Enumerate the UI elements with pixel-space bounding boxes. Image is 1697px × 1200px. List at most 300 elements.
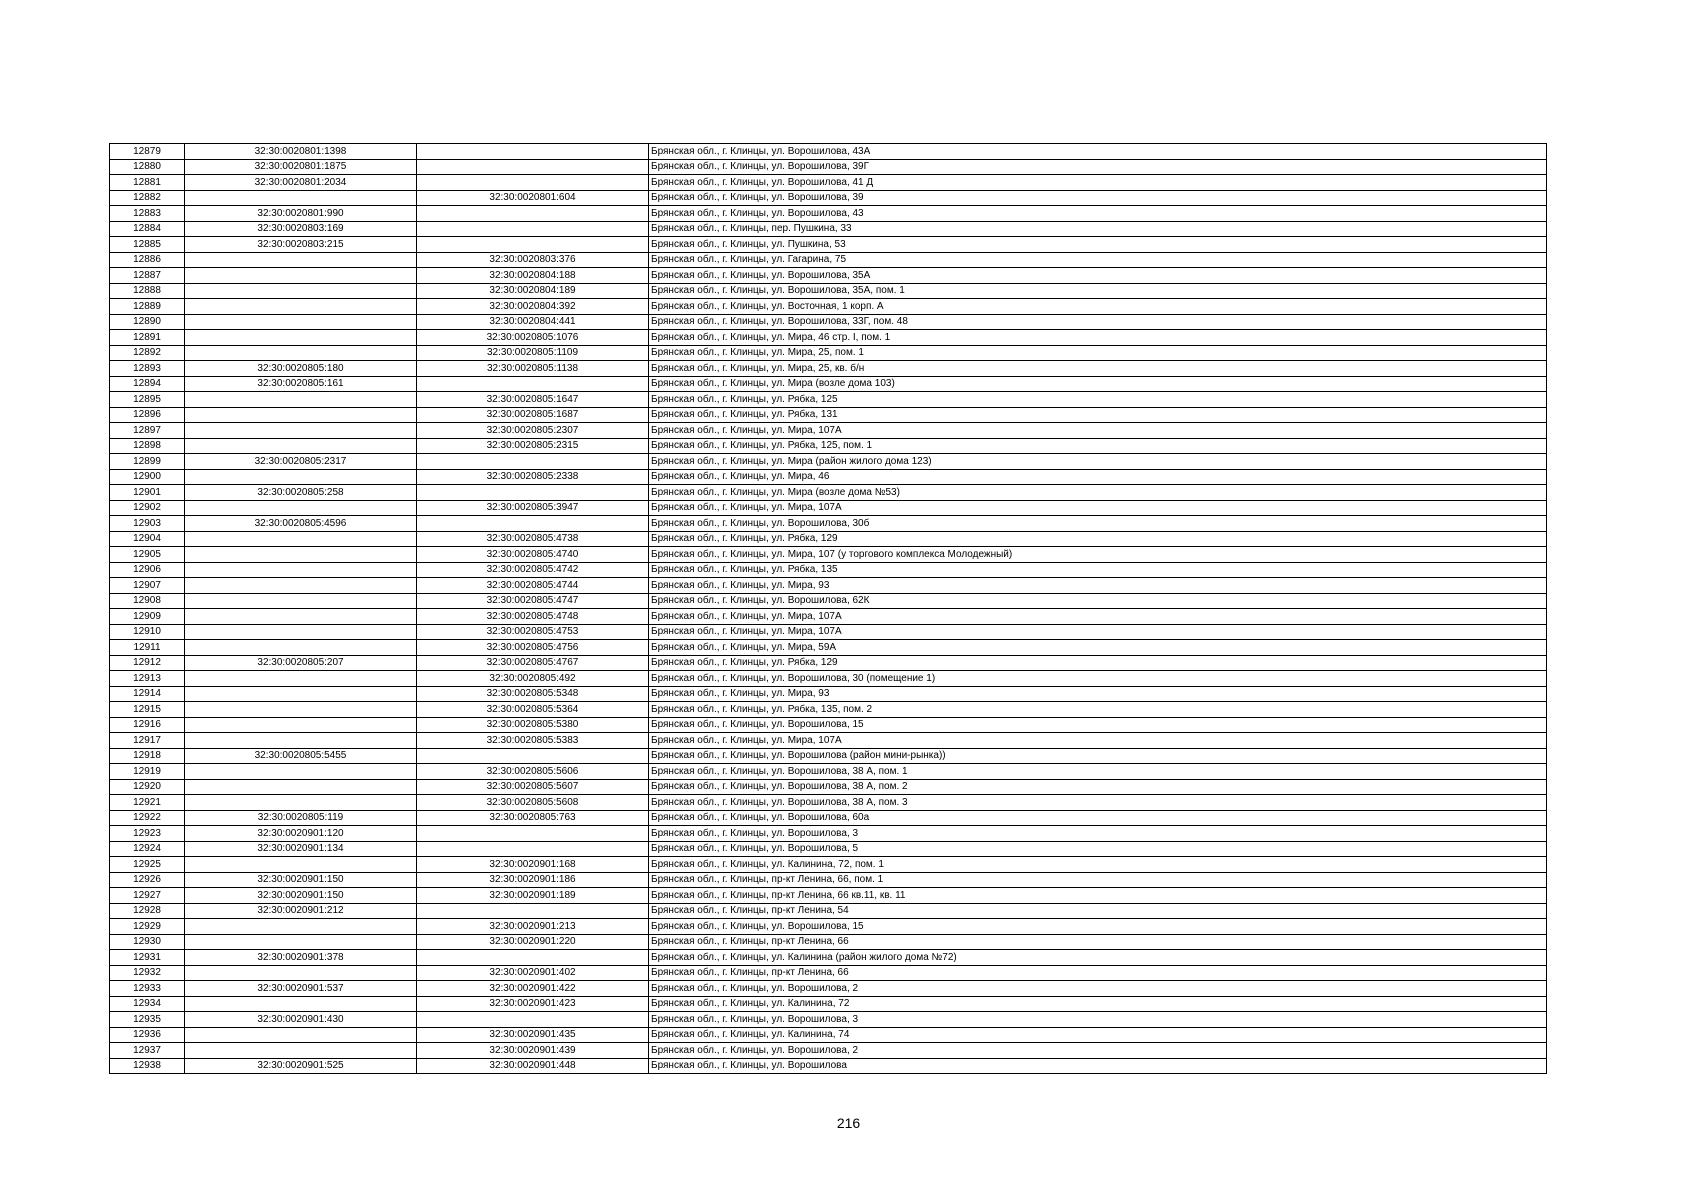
address-cell: Брянская обл., г. Клинцы, ул. Мира, 107А: [649, 624, 1547, 640]
row-number-cell: 12894: [110, 376, 185, 392]
address-cell: Брянская обл., г. Клинцы, ул. Мира, 46: [649, 469, 1547, 485]
table-row: [110, 655, 1547, 671]
land-cadastral-number-cell: [185, 919, 417, 935]
row-number-cell: 12887: [110, 268, 185, 284]
row-number-cell: 12889: [110, 299, 185, 315]
object-cadastral-number-cell: 32:30:0020805:4753: [417, 624, 649, 640]
row-number-cell: 12906: [110, 562, 185, 578]
table-row: [110, 779, 1547, 795]
address-cell: Брянская обл., г. Клинцы, ул. Калинина, 74: [649, 1027, 1547, 1043]
land-cadastral-number-cell: [185, 795, 417, 811]
land-cadastral-number-cell: [185, 733, 417, 749]
table-row: [110, 314, 1547, 330]
row-number-cell: 12890: [110, 314, 185, 330]
object-cadastral-number-cell: [417, 841, 649, 857]
row-number-cell: 12881: [110, 175, 185, 191]
table-row: [110, 624, 1547, 640]
table-row: [110, 640, 1547, 656]
row-number-cell: 12892: [110, 345, 185, 361]
table-row: [110, 237, 1547, 253]
table-row: [110, 810, 1547, 826]
address-cell: Брянская обл., г. Клинцы, ул. Мира, 46 стр. I, пом. 1: [649, 330, 1547, 346]
land-cadastral-number-cell: [185, 578, 417, 594]
row-number-cell: 12888: [110, 283, 185, 299]
object-cadastral-number-cell: [417, 454, 649, 470]
land-cadastral-number-cell: 32:30:0020901:537: [185, 981, 417, 997]
address-cell: Брянская обл., г. Клинцы, ул. Мира, 107А: [649, 733, 1547, 749]
object-cadastral-number-cell: 32:30:0020804:392: [417, 299, 649, 315]
object-cadastral-number-cell: 32:30:0020805:5383: [417, 733, 649, 749]
object-cadastral-number-cell: 32:30:0020804:441: [417, 314, 649, 330]
row-number-cell: 12879: [110, 144, 185, 160]
object-cadastral-number-cell: 32:30:0020803:376: [417, 252, 649, 268]
table-row: [110, 531, 1547, 547]
land-cadastral-number-cell: [185, 392, 417, 408]
address-cell: Брянская обл., г. Клинцы, ул. Мира (район жилого дома 123): [649, 454, 1547, 470]
row-number-cell: 12882: [110, 190, 185, 206]
land-cadastral-number-cell: [185, 593, 417, 609]
row-number-cell: 12930: [110, 934, 185, 950]
row-number-cell: 12935: [110, 1012, 185, 1028]
address-cell: Брянская обл., г. Клинцы, ул. Ворошилова, 43: [649, 206, 1547, 222]
table-row: [110, 717, 1547, 733]
row-number-cell: 12893: [110, 361, 185, 377]
address-cell: Брянская обл., г. Клинцы, ул. Ворошилова, 60а: [649, 810, 1547, 826]
land-cadastral-number-cell: 32:30:0020805:258: [185, 485, 417, 501]
address-cell: Брянская обл., г. Клинцы, ул. Ворошилова, 30б: [649, 516, 1547, 532]
address-cell: Брянская обл., г. Клинцы, ул. Ворошилова, 62К: [649, 593, 1547, 609]
land-cadastral-number-cell: [185, 686, 417, 702]
row-number-cell: 12918: [110, 748, 185, 764]
address-cell: Брянская обл., г. Клинцы, ул. Рябка, 135: [649, 562, 1547, 578]
object-cadastral-number-cell: 32:30:0020805:3947: [417, 500, 649, 516]
land-cadastral-number-cell: [185, 562, 417, 578]
object-cadastral-number-cell: [417, 516, 649, 532]
table-row: [110, 221, 1547, 237]
land-cadastral-number-cell: [185, 1027, 417, 1043]
address-cell: Брянская обл., г. Клинцы, ул. Ворошилова, 39Г: [649, 159, 1547, 175]
address-cell: Брянская обл., г. Клинцы, ул. Ворошилова, 38 А, пом. 1: [649, 764, 1547, 780]
row-number-cell: 12880: [110, 159, 185, 175]
row-number-cell: 12929: [110, 919, 185, 935]
address-cell: Брянская обл., г. Клинцы, ул. Мира, 107А: [649, 609, 1547, 625]
object-cadastral-number-cell: 32:30:0020805:4740: [417, 547, 649, 563]
row-number-cell: 12917: [110, 733, 185, 749]
address-cell: Брянская обл., г. Клинцы, ул. Ворошилова, 3: [649, 1012, 1547, 1028]
row-number-cell: 12937: [110, 1043, 185, 1059]
table-row: [110, 950, 1547, 966]
address-cell: Брянская обл., г. Клинцы, пр-кт Ленина, 66 кв.11, кв. 11: [649, 888, 1547, 904]
row-number-cell: 12911: [110, 640, 185, 656]
land-cadastral-number-cell: 32:30:0020901:134: [185, 841, 417, 857]
address-cell: Брянская обл., г. Клинцы, ул. Ворошилова, 15: [649, 919, 1547, 935]
object-cadastral-number-cell: 32:30:0020805:4748: [417, 609, 649, 625]
table-row: [110, 965, 1547, 981]
land-cadastral-number-cell: 32:30:0020901:212: [185, 903, 417, 919]
address-cell: Брянская обл., г. Клинцы, ул. Ворошилова, 35А, пом. 1: [649, 283, 1547, 299]
table-row: [110, 175, 1547, 191]
address-cell: Брянская обл., г. Клинцы, ул. Ворошилова, 43А: [649, 144, 1547, 160]
land-cadastral-number-cell: [185, 314, 417, 330]
table-row: [110, 392, 1547, 408]
table-row: [110, 748, 1547, 764]
object-cadastral-number-cell: [417, 159, 649, 175]
table-row: [110, 841, 1547, 857]
land-cadastral-number-cell: 32:30:0020801:1875: [185, 159, 417, 175]
land-cadastral-number-cell: [185, 1043, 417, 1059]
object-cadastral-number-cell: 32:30:0020805:763: [417, 810, 649, 826]
table-row: [110, 562, 1547, 578]
table-row: [110, 686, 1547, 702]
object-cadastral-number-cell: 32:30:0020805:4747: [417, 593, 649, 609]
land-cadastral-number-cell: [185, 531, 417, 547]
table-row: [110, 454, 1547, 470]
row-number-cell: 12904: [110, 531, 185, 547]
object-cadastral-number-cell: 32:30:0020901:402: [417, 965, 649, 981]
address-cell: Брянская обл., г. Клинцы, ул. Гагарина, 75: [649, 252, 1547, 268]
address-cell: Брянская обл., г. Клинцы, пр-кт Ленина, 66, пом. 1: [649, 872, 1547, 888]
address-cell: Брянская обл., г. Клинцы, ул. Мира, 25, кв. б/н: [649, 361, 1547, 377]
address-cell: Брянская обл., г. Клинцы, ул. Ворошилова, 3: [649, 826, 1547, 842]
land-cadastral-number-cell: [185, 190, 417, 206]
row-number-cell: 12913: [110, 671, 185, 687]
object-cadastral-number-cell: [417, 221, 649, 237]
land-cadastral-number-cell: 32:30:0020801:1398: [185, 144, 417, 160]
table-row: [110, 872, 1547, 888]
land-cadastral-number-cell: [185, 934, 417, 950]
table-row: [110, 934, 1547, 950]
land-cadastral-number-cell: 32:30:0020803:169: [185, 221, 417, 237]
object-cadastral-number-cell: 32:30:0020805:5348: [417, 686, 649, 702]
row-number-cell: 12921: [110, 795, 185, 811]
row-number-cell: 12912: [110, 655, 185, 671]
row-number-cell: 12897: [110, 423, 185, 439]
row-number-cell: 12914: [110, 686, 185, 702]
land-cadastral-number-cell: [185, 671, 417, 687]
land-cadastral-number-cell: 32:30:0020805:161: [185, 376, 417, 392]
object-cadastral-number-cell: 32:30:0020901:423: [417, 996, 649, 1012]
object-cadastral-number-cell: 32:30:0020901:439: [417, 1043, 649, 1059]
address-cell: Брянская обл., г. Клинцы, ул. Ворошилова, 5: [649, 841, 1547, 857]
object-cadastral-number-cell: [417, 1012, 649, 1028]
land-cadastral-number-cell: [185, 330, 417, 346]
row-number-cell: 12896: [110, 407, 185, 423]
land-cadastral-number-cell: 32:30:0020805:2317: [185, 454, 417, 470]
row-number-cell: 12895: [110, 392, 185, 408]
registry-table-body: [110, 144, 1547, 1074]
address-cell: Брянская обл., г. Клинцы, ул. Рябка, 125, пом. 1: [649, 438, 1547, 454]
table-row: [110, 144, 1547, 160]
land-cadastral-number-cell: [185, 252, 417, 268]
row-number-cell: 12907: [110, 578, 185, 594]
row-number-cell: 12886: [110, 252, 185, 268]
object-cadastral-number-cell: [417, 748, 649, 764]
row-number-cell: 12924: [110, 841, 185, 857]
table-row: [110, 609, 1547, 625]
table-row: [110, 857, 1547, 873]
object-cadastral-number-cell: 32:30:0020901:213: [417, 919, 649, 935]
object-cadastral-number-cell: 32:30:0020805:4744: [417, 578, 649, 594]
address-cell: Брянская обл., г. Клинцы, ул. Ворошилова, 15: [649, 717, 1547, 733]
table-row: [110, 252, 1547, 268]
row-number-cell: 12938: [110, 1058, 185, 1074]
address-cell: Брянская обл., г. Клинцы, ул. Ворошилова: [649, 1058, 1547, 1074]
land-cadastral-number-cell: 32:30:0020901:378: [185, 950, 417, 966]
land-cadastral-number-cell: [185, 996, 417, 1012]
object-cadastral-number-cell: [417, 237, 649, 253]
address-cell: Брянская обл., г. Клинцы, ул. Рябка, 131: [649, 407, 1547, 423]
object-cadastral-number-cell: 32:30:0020901:186: [417, 872, 649, 888]
address-cell: Брянская обл., г. Клинцы, ул. Ворошилова, 2: [649, 981, 1547, 997]
object-cadastral-number-cell: 32:30:0020805:4738: [417, 531, 649, 547]
object-cadastral-number-cell: 32:30:0020805:492: [417, 671, 649, 687]
registry-table: [109, 143, 1547, 1074]
land-cadastral-number-cell: 32:30:0020901:525: [185, 1058, 417, 1074]
land-cadastral-number-cell: 32:30:0020805:119: [185, 810, 417, 826]
address-cell: Брянская обл., г. Клинцы, ул. Мира, 25, пом. 1: [649, 345, 1547, 361]
land-cadastral-number-cell: 32:30:0020901:150: [185, 888, 417, 904]
object-cadastral-number-cell: 32:30:0020805:5608: [417, 795, 649, 811]
object-cadastral-number-cell: 32:30:0020804:189: [417, 283, 649, 299]
object-cadastral-number-cell: 32:30:0020805:5607: [417, 779, 649, 795]
address-cell: Брянская обл., г. Клинцы, ул. Мира (возле дома 103): [649, 376, 1547, 392]
table-row: [110, 981, 1547, 997]
table-row: [110, 407, 1547, 423]
table-row: [110, 500, 1547, 516]
land-cadastral-number-cell: [185, 640, 417, 656]
object-cadastral-number-cell: 32:30:0020901:189: [417, 888, 649, 904]
object-cadastral-number-cell: 32:30:0020805:1687: [417, 407, 649, 423]
row-number-cell: 12928: [110, 903, 185, 919]
table-row: [110, 206, 1547, 222]
table-row: [110, 469, 1547, 485]
row-number-cell: 12898: [110, 438, 185, 454]
row-number-cell: 12916: [110, 717, 185, 733]
land-cadastral-number-cell: 32:30:0020801:2034: [185, 175, 417, 191]
land-cadastral-number-cell: [185, 717, 417, 733]
row-number-cell: 12899: [110, 454, 185, 470]
land-cadastral-number-cell: [185, 423, 417, 439]
land-cadastral-number-cell: [185, 283, 417, 299]
row-number-cell: 12909: [110, 609, 185, 625]
object-cadastral-number-cell: 32:30:0020804:188: [417, 268, 649, 284]
row-number-cell: 12908: [110, 593, 185, 609]
table-row: [110, 423, 1547, 439]
table-row: [110, 764, 1547, 780]
object-cadastral-number-cell: 32:30:0020805:4742: [417, 562, 649, 578]
row-number-cell: 12915: [110, 702, 185, 718]
table-row: [110, 903, 1547, 919]
table-row: [110, 299, 1547, 315]
land-cadastral-number-cell: [185, 702, 417, 718]
table-row: [110, 485, 1547, 501]
table-row: [110, 283, 1547, 299]
table-row: [110, 516, 1547, 532]
table-row: [110, 795, 1547, 811]
object-cadastral-number-cell: 32:30:0020901:220: [417, 934, 649, 950]
object-cadastral-number-cell: 32:30:0020805:1076: [417, 330, 649, 346]
address-cell: Брянская обл., г. Клинцы, ул. Мира, 93: [649, 578, 1547, 594]
object-cadastral-number-cell: 32:30:0020805:2307: [417, 423, 649, 439]
address-cell: Брянская обл., г. Клинцы, пр-кт Ленина, 54: [649, 903, 1547, 919]
table-row: [110, 1058, 1547, 1074]
object-cadastral-number-cell: 32:30:0020805:1647: [417, 392, 649, 408]
land-cadastral-number-cell: 32:30:0020805:4596: [185, 516, 417, 532]
address-cell: Брянская обл., г. Клинцы, ул. Ворошилова, 39: [649, 190, 1547, 206]
address-cell: Брянская обл., г. Клинцы, ул. Ворошилова, 38 А, пом. 2: [649, 779, 1547, 795]
land-cadastral-number-cell: 32:30:0020803:215: [185, 237, 417, 253]
object-cadastral-number-cell: [417, 376, 649, 392]
land-cadastral-number-cell: 32:30:0020805:5455: [185, 748, 417, 764]
row-number-cell: 12885: [110, 237, 185, 253]
row-number-cell: 12919: [110, 764, 185, 780]
address-cell: Брянская обл., г. Клинцы, пер. Пушкина, 33: [649, 221, 1547, 237]
table-row: [110, 330, 1547, 346]
object-cadastral-number-cell: 32:30:0020901:168: [417, 857, 649, 873]
row-number-cell: 12923: [110, 826, 185, 842]
row-number-cell: 12927: [110, 888, 185, 904]
land-cadastral-number-cell: [185, 857, 417, 873]
land-cadastral-number-cell: [185, 624, 417, 640]
row-number-cell: 12891: [110, 330, 185, 346]
object-cadastral-number-cell: [417, 144, 649, 160]
table-row: [110, 996, 1547, 1012]
address-cell: Брянская обл., г. Клинцы, ул. Калинина, 72: [649, 996, 1547, 1012]
row-number-cell: 12926: [110, 872, 185, 888]
table-row: [110, 345, 1547, 361]
row-number-cell: 12901: [110, 485, 185, 501]
table-row: [110, 888, 1547, 904]
table-row: [110, 1043, 1547, 1059]
land-cadastral-number-cell: [185, 438, 417, 454]
table-row: [110, 438, 1547, 454]
land-cadastral-number-cell: [185, 469, 417, 485]
table-row: [110, 361, 1547, 377]
row-number-cell: 12922: [110, 810, 185, 826]
object-cadastral-number-cell: 32:30:0020805:5364: [417, 702, 649, 718]
row-number-cell: 12931: [110, 950, 185, 966]
land-cadastral-number-cell: [185, 268, 417, 284]
address-cell: Брянская обл., г. Клинцы, ул. Калинина, 72, пом. 1: [649, 857, 1547, 873]
address-cell: Брянская обл., г. Клинцы, ул. Ворошилова (район мини-рынка)): [649, 748, 1547, 764]
table-row: [110, 671, 1547, 687]
land-cadastral-number-cell: [185, 547, 417, 563]
object-cadastral-number-cell: 32:30:0020805:1138: [417, 361, 649, 377]
address-cell: Брянская обл., г. Клинцы, ул. Мира, 107А: [649, 500, 1547, 516]
land-cadastral-number-cell: [185, 779, 417, 795]
table-row: [110, 826, 1547, 842]
address-cell: Брянская обл., г. Клинцы, ул. Ворошилова, 38 А, пом. 3: [649, 795, 1547, 811]
land-cadastral-number-cell: 32:30:0020805:207: [185, 655, 417, 671]
land-cadastral-number-cell: 32:30:0020901:430: [185, 1012, 417, 1028]
object-cadastral-number-cell: [417, 206, 649, 222]
object-cadastral-number-cell: 32:30:0020901:435: [417, 1027, 649, 1043]
row-number-cell: 12920: [110, 779, 185, 795]
table-row: [110, 1027, 1547, 1043]
table-row: [110, 702, 1547, 718]
table-row: [110, 593, 1547, 609]
row-number-cell: 12936: [110, 1027, 185, 1043]
object-cadastral-number-cell: 32:30:0020805:2338: [417, 469, 649, 485]
object-cadastral-number-cell: 32:30:0020805:4756: [417, 640, 649, 656]
object-cadastral-number-cell: 32:30:0020805:2315: [417, 438, 649, 454]
object-cadastral-number-cell: 32:30:0020901:448: [417, 1058, 649, 1074]
row-number-cell: 12903: [110, 516, 185, 532]
object-cadastral-number-cell: 32:30:0020801:604: [417, 190, 649, 206]
address-cell: Брянская обл., г. Клинцы, ул. Мира (возле дома №53): [649, 485, 1547, 501]
land-cadastral-number-cell: [185, 345, 417, 361]
row-number-cell: 12884: [110, 221, 185, 237]
land-cadastral-number-cell: 32:30:0020901:120: [185, 826, 417, 842]
table-row: [110, 578, 1547, 594]
object-cadastral-number-cell: [417, 175, 649, 191]
address-cell: Брянская обл., г. Клинцы, ул. Мира, 59А: [649, 640, 1547, 656]
land-cadastral-number-cell: [185, 299, 417, 315]
table-row: [110, 190, 1547, 206]
object-cadastral-number-cell: [417, 485, 649, 501]
object-cadastral-number-cell: [417, 950, 649, 966]
table-row: [110, 547, 1547, 563]
address-cell: Брянская обл., г. Клинцы, ул. Ворошилова, 33Г, пом. 48: [649, 314, 1547, 330]
address-cell: Брянская обл., г. Клинцы, ул. Восточная, 1 корп. А: [649, 299, 1547, 315]
row-number-cell: 12934: [110, 996, 185, 1012]
address-cell: Брянская обл., г. Клинцы, ул. Ворошилова, 41 Д: [649, 175, 1547, 191]
address-cell: Брянская обл., г. Клинцы, ул. Ворошилова, 30 (помещение 1): [649, 671, 1547, 687]
table-row: [110, 376, 1547, 392]
land-cadastral-number-cell: [185, 764, 417, 780]
row-number-cell: 12905: [110, 547, 185, 563]
object-cadastral-number-cell: 32:30:0020805:5606: [417, 764, 649, 780]
address-cell: Брянская обл., г. Клинцы, ул. Пушкина, 53: [649, 237, 1547, 253]
address-cell: Брянская обл., г. Клинцы, ул. Рябка, 129: [649, 531, 1547, 547]
land-cadastral-number-cell: [185, 407, 417, 423]
table-row: [110, 733, 1547, 749]
address-cell: Брянская обл., г. Клинцы, ул. Мира, 93: [649, 686, 1547, 702]
object-cadastral-number-cell: 32:30:0020901:422: [417, 981, 649, 997]
address-cell: Брянская обл., г. Клинцы, ул. Рябка, 135, пом. 2: [649, 702, 1547, 718]
table-row: [110, 159, 1547, 175]
row-number-cell: 12902: [110, 500, 185, 516]
object-cadastral-number-cell: [417, 826, 649, 842]
table-row: [110, 1012, 1547, 1028]
land-cadastral-number-cell: [185, 500, 417, 516]
address-cell: Брянская обл., г. Клинцы, ул. Ворошилова, 35А: [649, 268, 1547, 284]
row-number-cell: 12900: [110, 469, 185, 485]
object-cadastral-number-cell: 32:30:0020805:1109: [417, 345, 649, 361]
row-number-cell: 12910: [110, 624, 185, 640]
address-cell: Брянская обл., г. Клинцы, ул. Рябка, 125: [649, 392, 1547, 408]
address-cell: Брянская обл., г. Клинцы, ул. Калинина (район жилого дома №72): [649, 950, 1547, 966]
row-number-cell: 12883: [110, 206, 185, 222]
object-cadastral-number-cell: 32:30:0020805:5380: [417, 717, 649, 733]
table-row: [110, 268, 1547, 284]
object-cadastral-number-cell: 32:30:0020805:4767: [417, 655, 649, 671]
address-cell: Брянская обл., г. Клинцы, ул. Ворошилова, 2: [649, 1043, 1547, 1059]
land-cadastral-number-cell: [185, 609, 417, 625]
row-number-cell: 12933: [110, 981, 185, 997]
address-cell: Брянская обл., г. Клинцы, ул. Рябка, 129: [649, 655, 1547, 671]
object-cadastral-number-cell: [417, 903, 649, 919]
land-cadastral-number-cell: [185, 965, 417, 981]
table-row: [110, 919, 1547, 935]
address-cell: Брянская обл., г. Клинцы, пр-кт Ленина, 66: [649, 934, 1547, 950]
row-number-cell: 12925: [110, 857, 185, 873]
land-cadastral-number-cell: 32:30:0020805:180: [185, 361, 417, 377]
address-cell: Брянская обл., г. Клинцы, пр-кт Ленина, 66: [649, 965, 1547, 981]
land-cadastral-number-cell: 32:30:0020801:990: [185, 206, 417, 222]
row-number-cell: 12932: [110, 965, 185, 981]
address-cell: Брянская обл., г. Клинцы, ул. Мира, 107А: [649, 423, 1547, 439]
